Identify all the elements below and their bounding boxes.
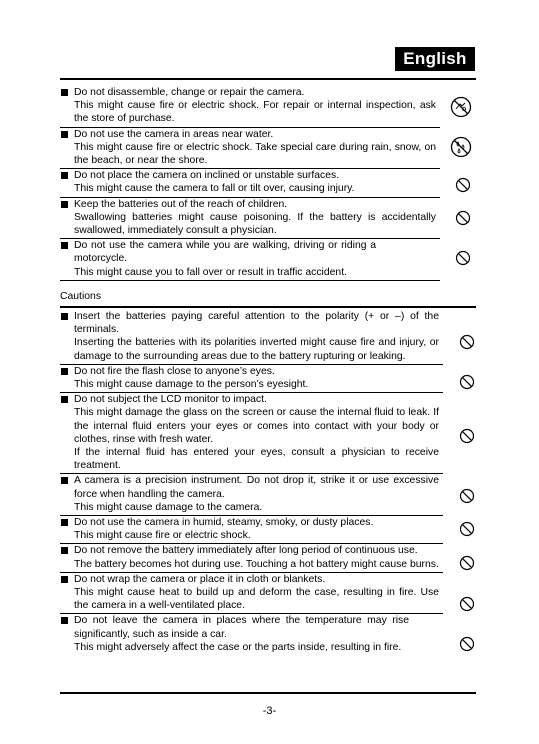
caution-detail: This might cause fire or electric shock. <box>74 530 251 542</box>
caution-title: Do not use the camera in humid, steamy, smoky, or dusty places. <box>74 517 374 529</box>
warning-detail: Swallowing batteries might cause poisoning. If the battery is accidentally swallowed, immediately consult a physician. <box>74 211 436 237</box>
bullet-icon <box>61 519 68 526</box>
no-water-icon <box>450 136 472 158</box>
caution-title: Do not leave the camera in places where the temperature may rise significantly, such as inside a car. <box>74 615 409 640</box>
prohibited-icon <box>459 374 475 390</box>
caution-detail: The battery becomes hot during use. Touching a hot battery might cause burns. <box>74 558 439 570</box>
prohibited-icon <box>459 555 475 571</box>
warning-title: Do not place the camera on inclined or unstable surfaces. <box>74 170 340 182</box>
prohibited-icon <box>455 210 471 226</box>
bullet-icon <box>61 396 68 403</box>
caution-item-2 <box>60 365 443 393</box>
caution-item-8 <box>60 614 443 655</box>
caution-title: Do not fire the flash close to anyone’s eyes. <box>74 365 275 377</box>
caution-title: Do not wrap the camera or place it in cloth or blankets. <box>74 573 326 585</box>
bullet-icon <box>61 172 68 179</box>
caution-item-3 <box>60 393 443 474</box>
bullet-icon <box>61 576 68 583</box>
warning-item-1 <box>60 86 440 128</box>
caution-detail: This might cause damage to the person’s eyesight. <box>74 379 309 391</box>
prohibited-icon <box>455 250 471 266</box>
bullet-icon <box>61 89 68 96</box>
footer-rule <box>60 692 476 694</box>
bullet-icon <box>61 131 68 138</box>
header-rule <box>60 78 476 80</box>
bullet-icon <box>61 313 68 320</box>
prohibited-icon <box>455 177 471 193</box>
bullet-icon <box>61 201 68 208</box>
warning-title: Do not use the camera in areas near water. <box>74 128 274 140</box>
no-disassemble-icon <box>450 96 472 118</box>
bullet-icon <box>61 547 68 554</box>
prohibited-icon <box>459 334 475 350</box>
prohibited-icon <box>459 596 475 612</box>
caution-title: Insert the batteries paying careful attention to the polarity (+ or –) of the terminals. <box>74 311 439 336</box>
bullet-icon <box>61 368 68 375</box>
warning-item-2 <box>60 128 440 170</box>
page-number: -3- <box>262 705 277 717</box>
caution-detail: This might cause heat to build up and deform the case, resulting in fire. Use the camera in a well-ventilated place. <box>74 587 439 612</box>
warning-detail: This might cause the camera to fall or tilt over, causing injury. <box>74 183 355 195</box>
caution-detail: Inserting the batteries with its polarities inverted might cause fire and injury, or damage to the surrounding areas due to the battery rupturing or leaking. <box>74 337 439 362</box>
warnings-list <box>60 86 440 281</box>
prohibited-icon <box>459 521 475 537</box>
cautions-heading: Cautions <box>60 291 102 302</box>
caution-item-7 <box>60 573 443 615</box>
cautions-rule <box>60 306 476 308</box>
caution-item-6 <box>60 544 443 572</box>
warning-detail: This might cause fire or electric shock. For repair or internal inspection, ask the store of purchase. <box>74 100 436 125</box>
caution-title: Do not remove the battery immediately after long period of continuous use. <box>74 545 418 557</box>
cautions-list <box>60 310 443 655</box>
caution-title: A camera is a precision instrument. Do not drop it, strike it or use excessive force when handling the camera. <box>74 475 439 500</box>
caution-item-5 <box>60 516 443 544</box>
prohibited-icon <box>459 488 475 504</box>
warning-item-5 <box>60 239 440 281</box>
prohibited-icon <box>459 428 475 444</box>
warning-item-3 <box>60 169 440 197</box>
language-badge: English <box>395 47 475 71</box>
bullet-icon <box>61 477 68 484</box>
caution-detail: If the internal fluid has entered your eyes, consult a physician to receive treatment. <box>74 447 439 472</box>
warning-item-4 <box>60 198 440 240</box>
bullet-icon <box>61 242 68 249</box>
warning-title: Do not use the camera while you are walking, driving or riding a motorcycle. <box>74 240 376 265</box>
warning-title: Do not disassemble, change or repair the camera. <box>74 87 305 98</box>
warning-title: Keep the batteries out of the reach of children. <box>74 198 288 210</box>
caution-detail: This might damage the glass on the screen or cause the internal fluid to leak. If the internal fluid enters your eyes or comes into contact with your body or clothes, rinse with fresh water. <box>74 407 439 445</box>
warning-detail: This might cause you to fall over or result in traffic accident. <box>74 266 347 278</box>
caution-detail: This might cause damage to the camera. <box>74 501 263 513</box>
caution-item-1 <box>60 310 443 365</box>
caution-item-4 <box>60 474 443 516</box>
caution-title: Do not subject the LCD monitor to impact. <box>74 394 267 406</box>
bullet-icon <box>61 617 68 624</box>
warning-detail: This might cause fire or electric shock. Take special care during rain, snow, on the beach, or near the shore. <box>74 141 436 167</box>
prohibited-icon <box>459 636 475 652</box>
caution-detail: This might adversely affect the case or the parts inside, resulting in fire. <box>74 641 402 653</box>
